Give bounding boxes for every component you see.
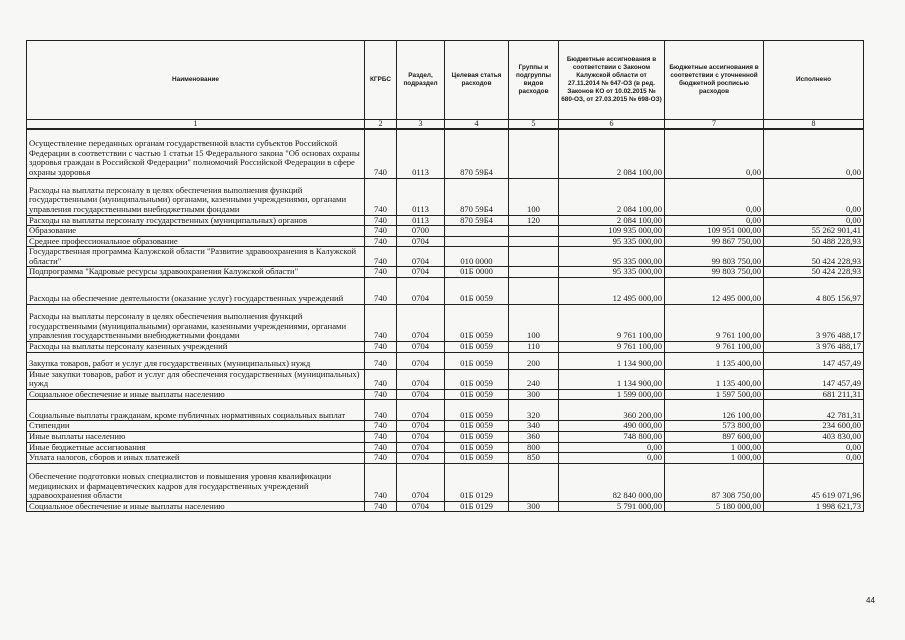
cell-refined: 0,00 [665, 129, 764, 178]
cell-allocated: 748 800,00 [559, 432, 665, 443]
cell-kgrbs: 740 [365, 236, 397, 247]
cell-kgrbs: 740 [365, 178, 397, 215]
cell-kgrbs: 740 [365, 369, 397, 389]
cell-allocated: 0,00 [559, 442, 665, 453]
cell-refined: 99 803 750,00 [665, 267, 764, 278]
cell-section: 0704 [397, 432, 445, 443]
cell-allocated: 5 791 000,00 [559, 501, 665, 512]
cell-kgrbs: 740 [365, 267, 397, 278]
cell-allocated: 2 084 100,00 [559, 215, 665, 226]
cell-refined: 87 308 750,00 [665, 463, 764, 501]
cell-executed: 4 805 156,97 [764, 278, 864, 305]
column-number: 4 [445, 120, 509, 130]
table-row [27, 442, 864, 453]
cell-kgrbs: 740 [365, 501, 397, 512]
cell-name: Среднее профессиональное образование [27, 236, 365, 247]
table-row [27, 267, 864, 278]
cell-target [445, 236, 509, 247]
cell-section: 0704 [397, 369, 445, 389]
cell-group [509, 267, 559, 278]
header-section: Раздел, подраздел [397, 41, 445, 120]
cell-group: 200 [509, 352, 559, 369]
cell-section: 0704 [397, 400, 445, 421]
cell-target: 870 59Б4 [445, 178, 509, 215]
cell-section: 0704 [397, 342, 445, 353]
column-number: 5 [509, 120, 559, 130]
table-row [27, 236, 864, 247]
cell-section: 0704 [397, 352, 445, 369]
page-number: 44 [866, 596, 875, 605]
cell-executed: 50 424 228,93 [764, 267, 864, 278]
budget-sheet [26, 40, 863, 512]
cell-refined: 1 135 400,00 [665, 352, 764, 369]
table-row [27, 463, 864, 501]
cell-executed: 403 830,00 [764, 432, 864, 443]
cell-name: Осуществление переданных органам государственной власти субъектов Российской Федерации в соответствии с частью 1 статьи 15 Федерального закона "Об основах охраны здоровья граждан в Российской Федерации" полномочий Российской Федерации в сфере охраны здоровья [27, 129, 365, 178]
cell-refined: 99 803 750,00 [665, 247, 764, 267]
table-row [27, 501, 864, 512]
cell-executed: 45 619 071,96 [764, 463, 864, 501]
cell-group: 850 [509, 453, 559, 464]
cell-refined: 1 135 400,00 [665, 369, 764, 389]
cell-section: 0704 [397, 305, 445, 342]
column-number: 2 [365, 120, 397, 130]
cell-group: 800 [509, 442, 559, 453]
cell-section: 0700 [397, 226, 445, 237]
cell-executed: 50 424 228,93 [764, 247, 864, 267]
cell-target: 01Б 0059 [445, 421, 509, 432]
table-row [27, 352, 864, 369]
cell-name: Социальное обеспечение и иные выплаты населению [27, 501, 365, 512]
cell-allocated: 1 134 900,00 [559, 352, 665, 369]
header-row [27, 41, 864, 120]
cell-target: 01Б 0059 [445, 453, 509, 464]
cell-refined: 126 100,00 [665, 400, 764, 421]
table-row [27, 453, 864, 464]
cell-section: 0704 [397, 247, 445, 267]
table-row [27, 421, 864, 432]
table-row [27, 400, 864, 421]
cell-target: 01Б 0059 [445, 432, 509, 443]
cell-target: 01Б 0000 [445, 267, 509, 278]
cell-kgrbs: 740 [365, 421, 397, 432]
cell-group [509, 236, 559, 247]
cell-name: Закупка товаров, работ и услуг для государственных (муниципальных) нужд [27, 352, 365, 369]
cell-allocated: 0,00 [559, 453, 665, 464]
cell-name: Расходы на выплаты персоналу в целях обеспечения выполнения функций государственными (муниципальными) органами, казенными учреждениями, органами управления государственными внебюджетными фондами [27, 305, 365, 342]
cell-refined: 9 761 100,00 [665, 305, 764, 342]
cell-kgrbs: 740 [365, 342, 397, 353]
cell-executed: 3 976 488,17 [764, 305, 864, 342]
cell-refined: 573 800,00 [665, 421, 764, 432]
cell-kgrbs: 740 [365, 453, 397, 464]
cell-name: Государственная программа Калужской области "Развитие здравоохранения в Калужской области" [27, 247, 365, 267]
cell-refined: 0,00 [665, 215, 764, 226]
cell-target: 01Б 0059 [445, 342, 509, 353]
cell-name: Социальные выплаты гражданам, кроме публичных нормативных социальных выплат [27, 400, 365, 421]
header-group: Группы и подгруппы видов расходов [509, 41, 559, 120]
cell-executed: 0,00 [764, 442, 864, 453]
cell-allocated: 1 599 000,00 [559, 389, 665, 400]
cell-kgrbs: 740 [365, 352, 397, 369]
cell-name: Иные бюджетные ассигнования [27, 442, 365, 453]
cell-section: 0704 [397, 267, 445, 278]
cell-allocated: 95 335 000,00 [559, 267, 665, 278]
cell-section: 0704 [397, 501, 445, 512]
cell-group [509, 226, 559, 237]
cell-target: 01Б 0059 [445, 305, 509, 342]
cell-executed: 147 457,49 [764, 369, 864, 389]
cell-section: 0113 [397, 215, 445, 226]
table-row [27, 342, 864, 353]
cell-allocated: 95 335 000,00 [559, 247, 665, 267]
cell-allocated: 2 084 100,00 [559, 178, 665, 215]
column-number: 3 [397, 120, 445, 130]
cell-executed: 55 262 901,41 [764, 226, 864, 237]
cell-target [445, 226, 509, 237]
cell-refined: 12 495 000,00 [665, 278, 764, 305]
cell-name: Расходы на обеспечение деятельности (оказание услуг) государственных учреждений [27, 278, 365, 305]
cell-name: Подпрограмма "Кадровые ресурсы здравоохранения Калужской области" [27, 267, 365, 278]
cell-refined: 109 951 000,00 [665, 226, 764, 237]
cell-target: 01Б 0059 [445, 389, 509, 400]
cell-section: 0704 [397, 278, 445, 305]
cell-section: 0704 [397, 453, 445, 464]
cell-group: 300 [509, 501, 559, 512]
cell-group: 100 [509, 305, 559, 342]
header-executed: Исполнено [764, 41, 864, 120]
table-row [27, 178, 864, 215]
cell-allocated: 1 134 900,00 [559, 369, 665, 389]
cell-executed: 3 976 488,17 [764, 342, 864, 353]
cell-name: Образование [27, 226, 365, 237]
cell-section: 0704 [397, 389, 445, 400]
cell-name: Иные выплаты населению [27, 432, 365, 443]
cell-group: 240 [509, 369, 559, 389]
cell-target: 01Б 0129 [445, 501, 509, 512]
table-row [27, 247, 864, 267]
cell-target: 01Б 0059 [445, 369, 509, 389]
cell-allocated: 82 840 000,00 [559, 463, 665, 501]
cell-kgrbs: 740 [365, 400, 397, 421]
cell-refined: 897 600,00 [665, 432, 764, 443]
cell-section: 0113 [397, 129, 445, 178]
table-row [27, 389, 864, 400]
cell-group [509, 247, 559, 267]
table-row [27, 305, 864, 342]
header-allocated: Бюджетные ассигнования в соответствии с Законом Калужской области от 27.11.2014 № 647-ОЗ (в ред. Законов КО от 10.02.2015 № 680-ОЗ, от 27.03.2015 № 698-ОЗ) [559, 41, 665, 120]
cell-group: 320 [509, 400, 559, 421]
cell-executed: 0,00 [764, 178, 864, 215]
cell-executed: 147 457,49 [764, 352, 864, 369]
cell-kgrbs: 740 [365, 215, 397, 226]
cell-executed: 1 998 621,73 [764, 501, 864, 512]
cell-kgrbs: 740 [365, 129, 397, 178]
table-row [27, 432, 864, 443]
cell-allocated: 109 935 000,00 [559, 226, 665, 237]
cell-executed: 50 488 228,93 [764, 236, 864, 247]
cell-name: Иные закупки товаров, работ и услуг для обеспечения государственных (муниципальных) нужд [27, 369, 365, 389]
cell-name: Уплата налогов, сборов и иных платежей [27, 453, 365, 464]
cell-refined: 1 000,00 [665, 453, 764, 464]
header-name: Наименование [27, 41, 365, 120]
cell-executed: 0,00 [764, 453, 864, 464]
cell-kgrbs: 740 [365, 226, 397, 237]
cell-target: 01Б 0059 [445, 352, 509, 369]
cell-allocated: 490 000,00 [559, 421, 665, 432]
cell-target: 870 59Б4 [445, 129, 509, 178]
column-number: 6 [559, 120, 665, 130]
cell-executed: 42 781,31 [764, 400, 864, 421]
cell-group: 110 [509, 342, 559, 353]
header-refined: Бюджетные ассигнования в соответствии с уточненной бюджетной росписью расходов [665, 41, 764, 120]
cell-refined: 1 000,00 [665, 442, 764, 453]
cell-executed: 0,00 [764, 129, 864, 178]
cell-group: 300 [509, 389, 559, 400]
cell-refined: 99 867 750,00 [665, 236, 764, 247]
cell-group: 100 [509, 178, 559, 215]
cell-kgrbs: 740 [365, 247, 397, 267]
table-body [27, 120, 864, 512]
cell-kgrbs: 740 [365, 463, 397, 501]
cell-target: 010 0000 [445, 247, 509, 267]
column-number: 8 [764, 120, 864, 130]
cell-target: 870 59Б4 [445, 215, 509, 226]
cell-group [509, 463, 559, 501]
cell-refined: 0,00 [665, 178, 764, 215]
header-kgrbs: КГРБС [365, 41, 397, 120]
cell-target: 01Б 0129 [445, 463, 509, 501]
cell-name: Стипендии [27, 421, 365, 432]
cell-name: Расходы на выплаты персоналу казенных учреждений [27, 342, 365, 353]
cell-kgrbs: 740 [365, 389, 397, 400]
column-number: 1 [27, 120, 365, 130]
cell-allocated: 9 761 100,00 [559, 305, 665, 342]
cell-group [509, 129, 559, 178]
cell-group: 120 [509, 215, 559, 226]
cell-name: Социальное обеспечение и иные выплаты населению [27, 389, 365, 400]
cell-name: Обеспечение подготовки новых специалистов и повышения уровня квалификации медицинских и фармацевтических кадров для государственных учреждений здравоохранения области [27, 463, 365, 501]
column-number: 7 [665, 120, 764, 130]
cell-name: Расходы на выплаты персоналу в целях обеспечения выполнения функций государственными (муниципальными) органами, казенными учреждениями, органами управления государственными внебюджетными фондами [27, 178, 365, 215]
cell-executed: 681 211,31 [764, 389, 864, 400]
table-row [27, 226, 864, 237]
cell-allocated: 12 495 000,00 [559, 278, 665, 305]
cell-refined: 1 597 500,00 [665, 389, 764, 400]
table-row [27, 369, 864, 389]
cell-section: 0704 [397, 442, 445, 453]
header-target: Целевая статья расходов [445, 41, 509, 120]
cell-kgrbs: 740 [365, 305, 397, 342]
cell-allocated: 95 335 000,00 [559, 236, 665, 247]
cell-section: 0704 [397, 463, 445, 501]
cell-kgrbs: 740 [365, 278, 397, 305]
cell-kgrbs: 740 [365, 442, 397, 453]
table-row [27, 278, 864, 305]
cell-refined: 9 761 100,00 [665, 342, 764, 353]
cell-allocated: 360 200,00 [559, 400, 665, 421]
cell-target: 01Б 0059 [445, 400, 509, 421]
cell-section: 0113 [397, 178, 445, 215]
cell-kgrbs: 740 [365, 432, 397, 443]
table-row [27, 215, 864, 226]
cell-executed: 234 600,00 [764, 421, 864, 432]
column-number-row [27, 120, 864, 130]
cell-group: 360 [509, 432, 559, 443]
cell-name: Расходы на выплаты персоналу государственных (муниципальных) органов [27, 215, 365, 226]
cell-target: 01Б 0059 [445, 278, 509, 305]
cell-allocated: 2 084 100,00 [559, 129, 665, 178]
budget-table [26, 40, 864, 512]
table-row [27, 129, 864, 178]
cell-section: 0704 [397, 236, 445, 247]
cell-executed: 0,00 [764, 215, 864, 226]
cell-group [509, 278, 559, 305]
cell-group: 340 [509, 421, 559, 432]
cell-refined: 5 180 000,00 [665, 501, 764, 512]
cell-allocated: 9 761 100,00 [559, 342, 665, 353]
cell-section: 0704 [397, 421, 445, 432]
cell-target: 01Б 0059 [445, 442, 509, 453]
